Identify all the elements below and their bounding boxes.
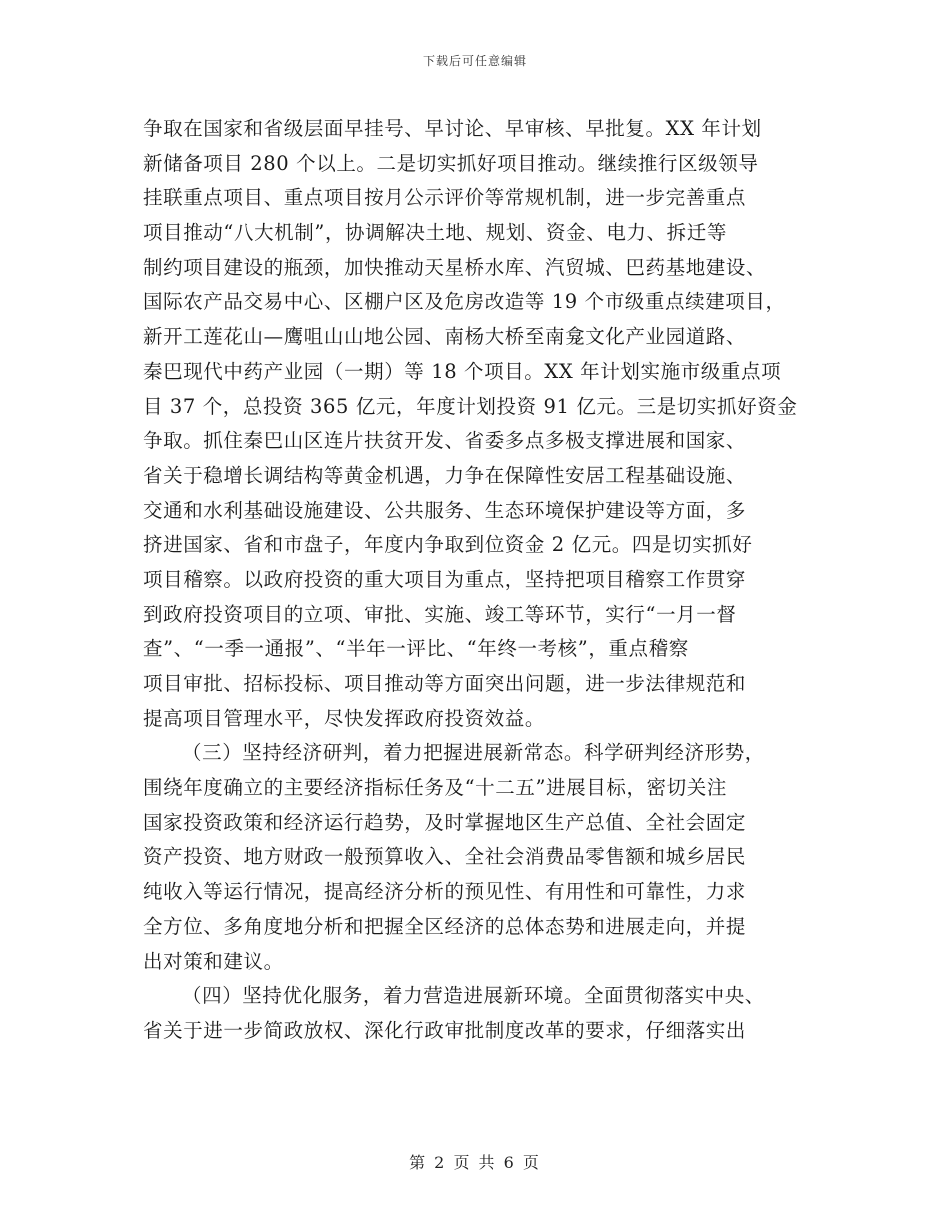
text-line: 目 37 个，总投资 365 亿元，年度计划投资 91 亿元。三是切实抓好资金 [143, 394, 798, 418]
text-line: 项目稽察。以政府投资的重大项目为重点，坚持把项目稽察工作贯穿 [143, 567, 747, 591]
text-line: 项目推动“八大机制”，协调解决土地、规划、资金、电力、拆迁等 [143, 221, 727, 245]
text-line: 查”、“一季一通报”、“半年一评比、“年终一考核”，重点稽察 [143, 637, 689, 661]
section-three-start: （三）坚持经济研判，着力把握进展新常态。科学研判经济形势， [182, 741, 765, 765]
text-line: 出对策和建议。 [143, 949, 284, 973]
text-line: 秦巴现代中药产业园（一期）等 18 个项目。XX 年计划实施市级重点项 [143, 359, 782, 383]
text-line: 制约项目建设的瓶颈，加快推动天星桥水库、汽贸城、巴药基地建设、 [143, 255, 767, 279]
text-line: 全方位、多角度地分析和把握全区经济的总体态势和进展走向，并提 [143, 914, 747, 938]
page-number-footer: 第 2 页 共 6 页 [409, 1153, 541, 1172]
text-line: 新储备项目 280 个以上。二是切实抓好项目推动。继续推行区级领导 [143, 151, 759, 175]
page-header: 下载后可任意编辑 [422, 54, 527, 68]
text-line: 提高项目管理水平，尽快发挥政府投资效益。 [143, 706, 546, 730]
text-line: 国际农产品交易中心、区棚户区及危房改造等 19 个市级重点续建项目， [143, 290, 786, 314]
text-line: 挤进国家、省和市盘子，年度内争取到位资金 2 亿元。四是切实抓好 [143, 533, 753, 557]
text-line: 省关于进一步简政放权、深化行政审批制度改革的要求，仔细落实出 [143, 1018, 747, 1042]
document-body [143, 112, 813, 1049]
text-line: 纯收入等运行情况，提高经济分析的预见性、有用性和可靠性，力求 [143, 880, 747, 904]
text-line: 国家投资政策和经济运行趋势，及时掌握地区生产总值、全社会固定 [143, 810, 747, 834]
text-line: 交通和水利基础设施建设、公共服务、生态环境保护建设等方面，多 [143, 498, 747, 522]
text-line: 资产投资、地方财政一般预算收入、全社会消费品零售额和城乡居民 [143, 845, 747, 869]
text-line: 省关于稳增长调结构等黄金机遇，力争在保障性安居工程基础设施、 [143, 463, 747, 487]
text-line: 挂联重点项目、重点项目按月公示评价等常规机制，进一步完善重点 [143, 186, 747, 210]
text-line: 新开工莲花山—鹰咀山山地公园、南杨大桥至南龛文化产业园道路、 [143, 325, 747, 349]
text-line: 项目审批、招标投标、项目推动等方面突出问题，进一步法律规范和 [143, 672, 747, 695]
text-line: 争取在国家和省级层面早挂号、早讨论、早审核、早批复。XX 年计划 [143, 117, 762, 140]
section-four-start: （四）坚持优化服务，着力营造进展新环境。全面贯彻落实中央、 [182, 984, 765, 1008]
text-line: 到政府投资项目的立项、审批、实施、竣工等环节，实行“一月一督 [143, 602, 737, 626]
text-line: 争取。抓住秦巴山区连片扶贫开发、省委多点多极支撑进展和国家、 [143, 429, 747, 453]
text-line: 围绕年度确立的主要经济指标任务及“十二五”进展目标，密切关注 [143, 776, 727, 800]
